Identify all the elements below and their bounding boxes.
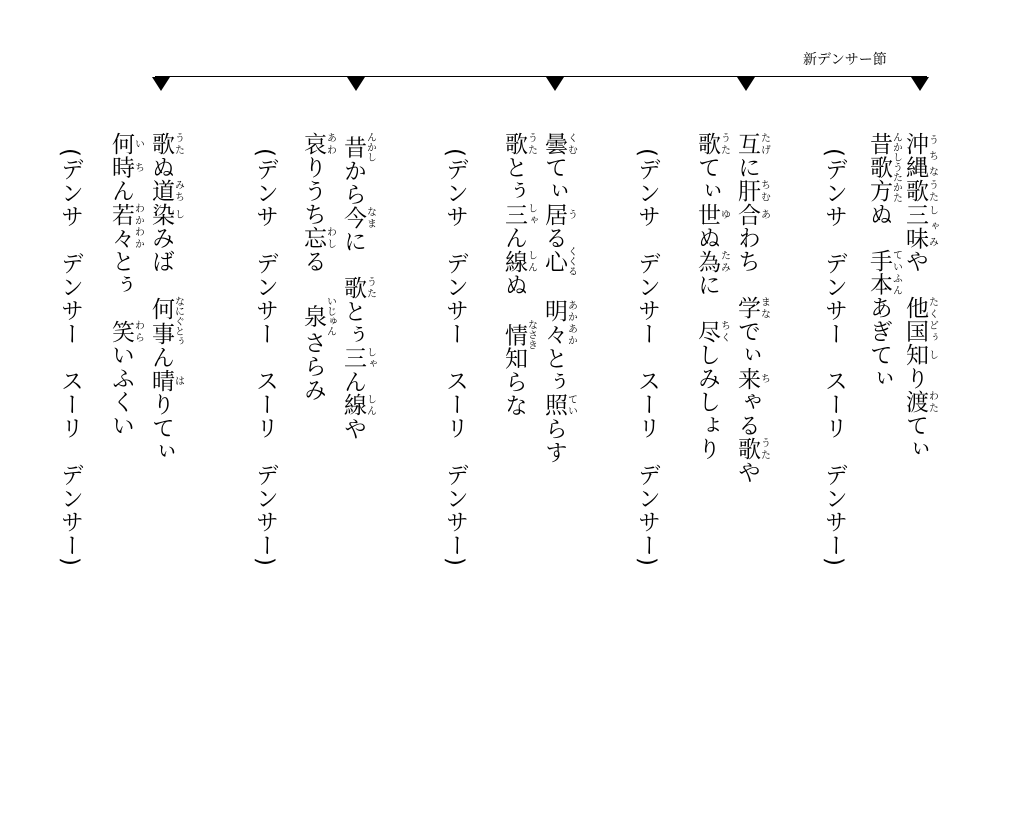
base-text: 泉 [300, 296, 326, 336]
lyric-text: ん [340, 369, 366, 394]
lyric-text: とぅ [541, 346, 567, 394]
furigana-reading: たくどぅ [926, 296, 938, 343]
ruby-word [300, 226, 336, 250]
furigana-reading: うた [758, 437, 770, 461]
lyric-text: ぬ [866, 202, 892, 226]
base-text: 三味 [902, 202, 928, 250]
top-rule [155, 76, 927, 77]
verse-2-lyric1-line [734, 132, 769, 484]
base-text: 来 [734, 366, 760, 390]
verse-3-lyric1-line [541, 132, 576, 464]
ruby-word [340, 346, 376, 370]
ruby-word [694, 202, 730, 227]
verse-3-refrain: (デンサ デンサー スーリ デンサー) [442, 148, 468, 567]
base-text: 為 [694, 249, 720, 273]
ruby-word [340, 393, 376, 417]
ruby-word [902, 132, 938, 179]
furigana-reading: わかわか [132, 202, 144, 250]
ruby-word [694, 249, 730, 274]
ruby-word [340, 275, 376, 300]
base-text: 心 [541, 246, 567, 277]
ruby-word [902, 390, 938, 414]
base-text: 昔 [340, 132, 366, 162]
verse-4-refrain: (デンサ デンサー スーリ デンサー) [252, 148, 278, 567]
base-text: 居 [541, 202, 567, 226]
ruby-word [501, 319, 537, 350]
ruby-word [866, 249, 902, 296]
verse-marker [152, 77, 170, 91]
verse-1-refrain: (デンサ デンサー スーリ デンサー) [821, 148, 847, 567]
lyric-text: ぬ [148, 155, 174, 179]
furigana-reading: まな [758, 296, 770, 320]
lyric-text: に [340, 229, 366, 253]
furigana-reading: しゃみ [926, 202, 938, 250]
furigana-reading: あかあか [565, 299, 577, 347]
lyric-text: さらみ [300, 331, 326, 402]
document-title: 新デンサー節 [803, 52, 887, 68]
furigana-reading: う [565, 202, 577, 226]
ruby-word [108, 319, 144, 344]
ruby-word [734, 202, 770, 227]
verse-marker [911, 77, 929, 91]
furigana-reading: あわ [324, 132, 336, 156]
furigana-reading: いじゅん [324, 296, 336, 336]
ruby-word [902, 296, 938, 343]
ruby-word [541, 132, 577, 156]
ruby-word [148, 368, 184, 393]
lyric-text: や [902, 249, 928, 273]
base-text: 昔歌方 [866, 132, 892, 203]
furigana-reading: たみ [718, 249, 730, 273]
furigana-reading: ち [758, 366, 770, 390]
verse-marker [737, 77, 755, 91]
lyric-text: てぃ [541, 155, 567, 203]
lyric-text: ゃる [734, 390, 760, 437]
verse-5-lyric2-line [108, 132, 143, 437]
ruby-word [541, 202, 577, 227]
ruby-word [541, 299, 577, 347]
verse-4-lyric2-line [300, 132, 335, 402]
ruby-word [902, 179, 938, 203]
furigana-reading: みち [172, 179, 184, 203]
ruby-word [734, 437, 770, 461]
furigana-reading: いち [132, 132, 144, 179]
base-text: 曇 [541, 132, 567, 156]
furigana-reading: ちむ [758, 179, 770, 203]
lyric-text: る [541, 226, 567, 250]
furigana-reading: し [172, 202, 184, 226]
furigana-reading: うた [718, 132, 730, 156]
base-text: 手本 [866, 249, 892, 296]
lyric-text: に [734, 155, 760, 179]
lyric-text: とぅ [108, 249, 134, 297]
base-text: 歌 [501, 132, 527, 156]
ruby-word [340, 205, 376, 230]
verse-marker [546, 77, 564, 91]
lyric-text: ぬ [501, 273, 527, 297]
base-text: 線 [501, 249, 527, 273]
ruby-word [694, 319, 730, 344]
lyric-text: でぃ [734, 319, 760, 367]
base-text: 知 [902, 343, 928, 367]
base-text: 沖縄 [902, 132, 928, 179]
lyric-text: とぅ [340, 299, 366, 347]
verse-2-lyric2-line [694, 132, 729, 461]
base-text: 照 [541, 393, 567, 417]
furigana-reading: ゆ [718, 202, 730, 226]
base-text: 線 [340, 393, 366, 417]
base-text: 歌 [694, 132, 720, 156]
verse-5-lyric1-line [148, 132, 183, 463]
base-text: 忘 [300, 226, 326, 250]
furigana-reading: てい [565, 393, 577, 417]
lyric-text: や [734, 460, 760, 484]
furigana-reading: たげ [758, 132, 770, 156]
base-text: 三 [340, 346, 366, 370]
verse-1-lyric2-line [866, 132, 901, 390]
ruby-word [866, 132, 902, 203]
furigana-reading: うちな [926, 132, 938, 179]
furigana-reading: うた [525, 132, 537, 156]
ruby-word [148, 179, 184, 203]
lyric-text: てぃ [694, 155, 720, 203]
furigana-reading: わた [926, 390, 938, 414]
furigana-reading: なま [364, 205, 376, 230]
lyric-text: りうち [300, 155, 326, 226]
ruby-word [902, 343, 938, 367]
ruby-word [148, 132, 184, 156]
base-text: 哀 [300, 132, 326, 156]
furigana-reading: うた [172, 132, 184, 156]
ruby-word [734, 366, 770, 391]
furigana-reading: ちく [718, 319, 730, 343]
verse-3-lyric2-line [501, 132, 536, 417]
lyric-text: や [340, 416, 366, 441]
lyric-text: ん [148, 345, 174, 369]
lyric-text: 知らな [501, 346, 527, 417]
lyric-text: いふくい [108, 343, 134, 437]
lyric-text: から [340, 158, 366, 206]
lyric-text: あぎてぃ [866, 296, 892, 390]
base-text: 道 [148, 179, 174, 203]
lyric-text: りてぃ [148, 392, 174, 463]
furigana-reading: しん [525, 249, 537, 273]
base-text: 歌 [902, 179, 928, 203]
lyric-text: に [694, 273, 720, 297]
lyric-text: らす [541, 416, 567, 464]
verse-2-refrain: (デンサ デンサー スーリ デンサー) [634, 148, 660, 567]
lyric-text: しみしょり [694, 343, 720, 461]
base-text: 三 [501, 202, 527, 226]
base-text: 肝 [734, 179, 760, 203]
ruby-word [300, 296, 336, 336]
ruby-word [148, 296, 184, 346]
lyric-text: みば [148, 226, 174, 273]
furigana-reading: んかしうたかた [890, 132, 902, 203]
verse-marker [347, 77, 365, 91]
furigana-reading: ていふん [890, 249, 902, 296]
lyric-text: てぃ [902, 413, 928, 461]
ruby-word [734, 296, 770, 320]
verse-5-refrain: (デンサ デンサー スーリ デンサー) [57, 148, 83, 567]
base-text: 他国 [902, 296, 928, 343]
furigana-reading: わし [324, 226, 336, 250]
base-text: 何時 [108, 132, 134, 179]
lyric-text: とぅ [501, 155, 527, 203]
furigana-reading: しゃ [525, 202, 537, 226]
furigana-reading: うた [926, 179, 938, 203]
ruby-word [541, 393, 577, 417]
base-text: 歌 [340, 275, 366, 300]
base-text: 染 [148, 202, 174, 226]
furigana-reading: あ [758, 202, 770, 226]
lyric-text: る [300, 249, 326, 273]
base-text: 渡 [902, 390, 928, 414]
verse-4-lyric1-line [340, 132, 375, 440]
furigana-reading: くむ [565, 132, 577, 156]
base-text: 晴 [148, 368, 174, 393]
ruby-word [340, 132, 376, 162]
ruby-word [501, 249, 537, 274]
base-text: 何事 [148, 296, 174, 346]
furigana-reading: は [172, 368, 184, 393]
base-text: 若々 [108, 202, 134, 250]
furigana-reading: しん [364, 393, 376, 417]
furigana-reading: し [926, 343, 938, 367]
ruby-word [501, 202, 537, 227]
furigana-reading: うた [364, 275, 376, 300]
ruby-word [734, 179, 770, 203]
furigana-reading: なさき [525, 319, 537, 350]
ruby-word [902, 202, 938, 250]
base-text: 歌 [734, 437, 760, 461]
furigana-reading: しゃ [364, 346, 376, 370]
lyric-text: わち [734, 226, 760, 273]
furigana-reading: んかし [364, 132, 376, 162]
base-text: 情 [501, 319, 527, 350]
ruby-word [694, 132, 730, 156]
lyric-text: ぬ [694, 226, 720, 250]
lyric-text: り [902, 366, 928, 390]
base-text: 笑 [108, 319, 134, 343]
ruby-word [501, 132, 537, 156]
furigana-reading: わら [132, 319, 144, 343]
base-text: 合 [734, 202, 760, 226]
base-text: 学 [734, 296, 760, 320]
furigana-reading: なにぐとぅ [172, 296, 184, 346]
base-text: 明々 [541, 299, 567, 347]
ruby-word [541, 246, 577, 277]
ruby-word [108, 202, 144, 250]
ruby-word [734, 132, 770, 156]
base-text: 世 [694, 202, 720, 226]
lyric-text: ん [501, 226, 527, 250]
base-text: 歌 [148, 132, 174, 156]
ruby-word [148, 202, 184, 227]
ruby-word [108, 132, 144, 179]
lyric-text: ん [108, 179, 134, 203]
furigana-reading: くくる [565, 246, 577, 277]
base-text: 尽 [694, 319, 720, 343]
base-text: 互 [734, 132, 760, 156]
ruby-word [300, 132, 336, 156]
base-text: 今 [340, 205, 366, 230]
verse-1-lyric1-line [902, 132, 937, 461]
